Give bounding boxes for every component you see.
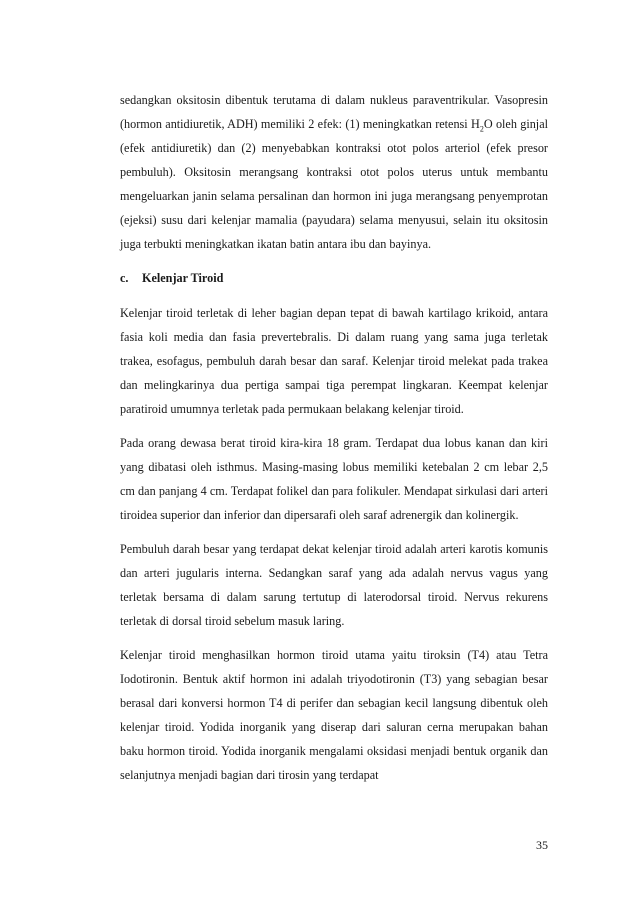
paragraph-thyroid-hormones: Kelenjar tiroid menghasilkan hormon tiroid utama yaitu tiroksin (T4) atau Tetra Iodotironin. Bentuk aktif hormon ini adalah triyodotironin (T3) yang sebagian besar berasal dari konversi hormon T4 di perifer dan sebagian kecil langsung dibentuk oleh kelenjar tiroid. Yodida inorganik yang diserap dari saluran cerna merupakan bahan baku hormon tiroid. Yodida inorganik mengalami oksidasi menjadi bentuk organik dan selanjutnya menjadi bagian dari tirosin yang terdapat xyxy=(120,648,548,782)
page-body xyxy=(120,88,548,797)
paragraph-text-continued: O oleh ginjal (efek antidiuretik) dan (2) menyebabkan kontraksi otot polos arteriol (efek presor pembuluh). Oksitosin merangsang kontraksi otot polos uterus untuk membantu mengeluarkan janin selama persalinan dan hormon ini juga merangsang penyemprotan (ejeksi) susu dari kelenjar mamalia (payudara) selama menyusui, selain itu oksitosin juga terbukti meningkatkan ikatan batin antara ibu dan bayinya. xyxy=(120,117,548,251)
h2o-formula xyxy=(471,117,484,134)
paragraph-hormone-effects xyxy=(120,88,548,256)
page-number: 35 xyxy=(536,838,548,852)
h2o-h: H xyxy=(471,117,480,131)
paragraph-thyroid-location: Kelenjar tiroid terletak di leher bagian depan tepat di bawah kartilago krikoid, antara fasia koli media dan fasia prevertebralis. Di dalam ruang yang sama juga terletak trakea, esofagus, pembuluh darah besar dan saraf. Kelenjar tiroid melekat pada trakea dan melingkarinya dua pertiga sampai tiga perempat lingkaran. Keempat kelenjar paratiroid umumnya terletak pada permukaan belakang kelenjar tiroid. xyxy=(120,306,548,416)
section-title: Kelenjar Tiroid xyxy=(142,271,224,285)
paragraph-thyroid-vessels: Pembuluh darah besar yang terdapat dekat kelenjar tiroid adalah arteri karotis komunis dan arteri jugularis interna. Sedangkan saraf yang ada adalah nervus vagus yang terletak bersama di dalam sarung tertutup di laterodorsal tiroid. Nervus rekurens terletak di dorsal tiroid sebelum masuk laring. xyxy=(120,542,548,628)
section-heading xyxy=(120,266,548,290)
section-letter: c. xyxy=(120,271,129,285)
h2o-subscript: 2 xyxy=(479,124,484,134)
paragraph-text: sedangkan oksitosin dibentuk terutama di dalam nukleus paraventrikular. Vasopresin (hormon antidiuretik, ADH) memiliki 2 efek: (1) meningkatkan retensi xyxy=(120,93,548,131)
paragraph-thyroid-size: Pada orang dewasa berat tiroid kira-kira 18 gram. Terdapat dua lobus kanan dan kiri yang dibatasi oleh isthmus. Masing-masing lobus memiliki ketebalan 2 cm lebar 2,5 cm dan panjang 4 cm. Terdapat folikel dan para folikuler. Mendapat sirkulasi dari arteri tiroidea superior dan inferior dan dipersarafi oleh saraf adrenergik dan kolinergik. xyxy=(120,436,548,522)
